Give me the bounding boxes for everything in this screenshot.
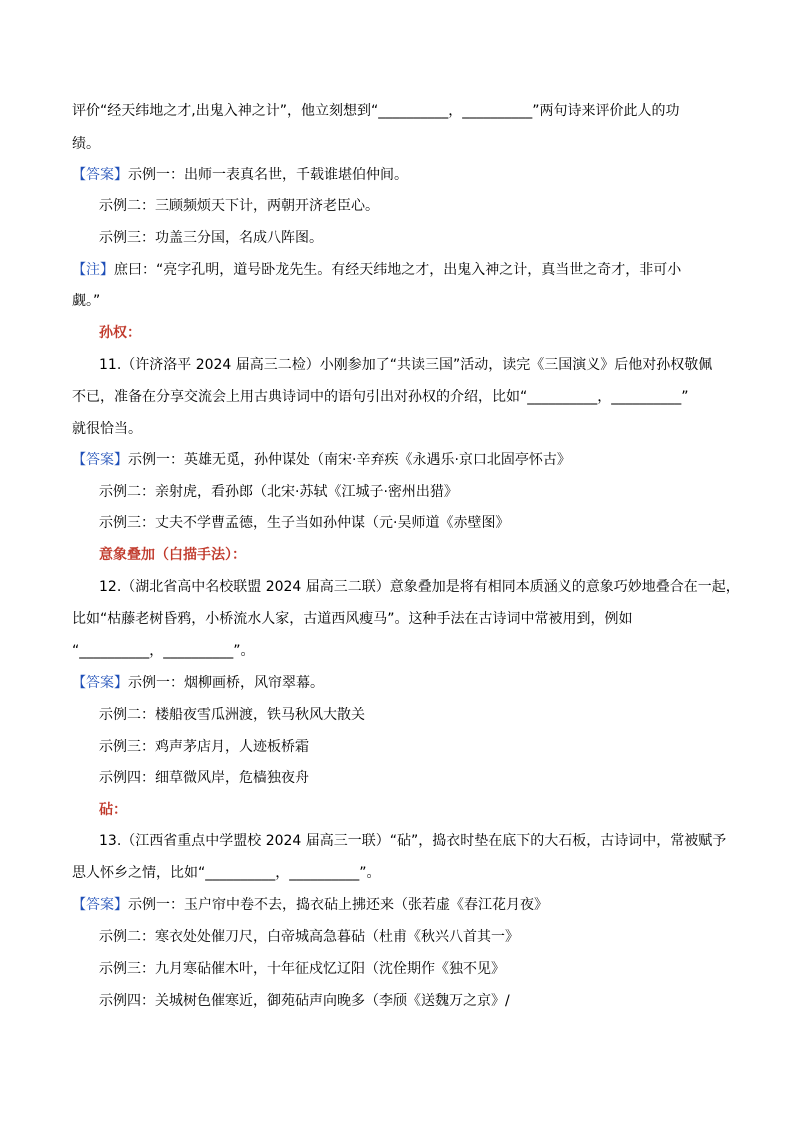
note-10-line-2: 觑。”: [72, 293, 101, 309]
note-10-line-1: 【注】庶曰：“亮字孔明，道号卧龙先生。有经天纬地之才，出鬼入神之计，真当世之奇才，非可小: [72, 262, 682, 278]
answer-13-example-1: 【答案】示例一：玉户帘中卷不去，捣衣砧上拂还来（张若虚《春江花月夜》: [72, 897, 548, 913]
question-11-text-line-2: 不已，准备在分享交流会上用古典诗词中的语句引出对孙权的介绍，比如“__________，__________”: [72, 389, 689, 405]
answer-12-example-1: 【答案】示例一：烟柳画桥，风帘翠幕。: [72, 675, 324, 691]
answer-tag: 【答案】: [72, 452, 128, 468]
answer-11-example-2: 示例二：亲射虎，看孙郎（北宋·苏轼《江城子·密州出猎》: [99, 484, 458, 500]
answer-12-example-4: 示例四：细草微风岸，危樯独夜舟: [99, 770, 309, 786]
answer-tag: 【答案】: [72, 897, 128, 913]
answer-13-example-4: 示例四：关城树色催寒近，御苑砧声向晚多（李颀《送魏万之京》/: [99, 993, 510, 1009]
answer-11-example-1: 【答案】示例一：英雄无觅，孙仲谋处（南宋·辛弃疾《永遇乐·京口北固亭怀古》: [72, 452, 571, 468]
answer-11-example-3: 示例三：丈夫不学曹孟德，生子当如孙仲谋（元·吴师道《赤壁图》: [99, 515, 510, 531]
section-heading-yixiang: 意象叠加（白描手法）：: [99, 547, 246, 563]
question-12-text-line-1: 12.（湖北省高中名校联盟 2024 届高三二联）意象叠加是将有相同本质涵义的意象巧妙地叠合在一起，: [99, 579, 740, 595]
question-13-text-line-2: 思人怀乡之情，比如“__________，__________”。: [72, 865, 381, 881]
question-10-text-line-2: 绩。: [72, 136, 100, 152]
question-10-text-line-1: 评价“经天纬地之才,出鬼入神之计”，他立刻想到“__________，__________”两句诗来评价此人的功: [72, 103, 680, 119]
answer-tag: 【答案】: [72, 167, 128, 183]
question-12-text-line-2: 比如“枯藤老树昏鸦，小桥流水人家，古道西风瘦马”。这种手法在古诗词中常被用到，例如: [72, 611, 633, 627]
question-11-text-line-3: 就很恰当。: [72, 421, 142, 437]
answer-10-example-2: 示例二：三顾频烦天下计，两朝开济老臣心。: [99, 198, 379, 214]
question-13-text-line-1: 13.（江西省重点中学盟校 2024 届高三一联）“砧”，捣衣时垫在底下的大石板，古诗词中，常被赋予: [99, 833, 727, 849]
answer-12-example-3: 示例三：鸡声茅店月，人迹板桥霜: [99, 739, 309, 755]
answer-10-example-1: 【答案】示例一：出师一表真名世，千载谁堪伯仲间。: [72, 167, 408, 183]
section-heading-sunquan: 孙权：: [99, 325, 141, 341]
answer-12-example-2: 示例二：楼船夜雪瓜洲渡，铁马秋风大散关: [99, 707, 365, 723]
section-heading-zhen: 砧：: [99, 802, 127, 818]
question-11-text-line-1: 11.（许济洛平 2024 届高三二检）小刚参加了“共读三国”活动，读完《三国演义》后他对孙权敬佩: [99, 357, 713, 373]
answer-13-example-2: 示例二：寒衣处处催刀尺，白帝城高急暮砧（杜甫《秋兴八首其一》: [99, 929, 519, 945]
note-tag: 【注】: [72, 262, 114, 278]
answer-tag: 【答案】: [72, 675, 128, 691]
answer-13-example-3: 示例三：九月寒砧催木叶，十年征戍忆辽阳（沈佺期作《独不见》: [99, 961, 505, 977]
question-12-text-line-3: “__________，__________”。: [72, 643, 255, 659]
answer-10-example-3: 示例三：功盖三分国，名成八阵图。: [99, 230, 323, 246]
